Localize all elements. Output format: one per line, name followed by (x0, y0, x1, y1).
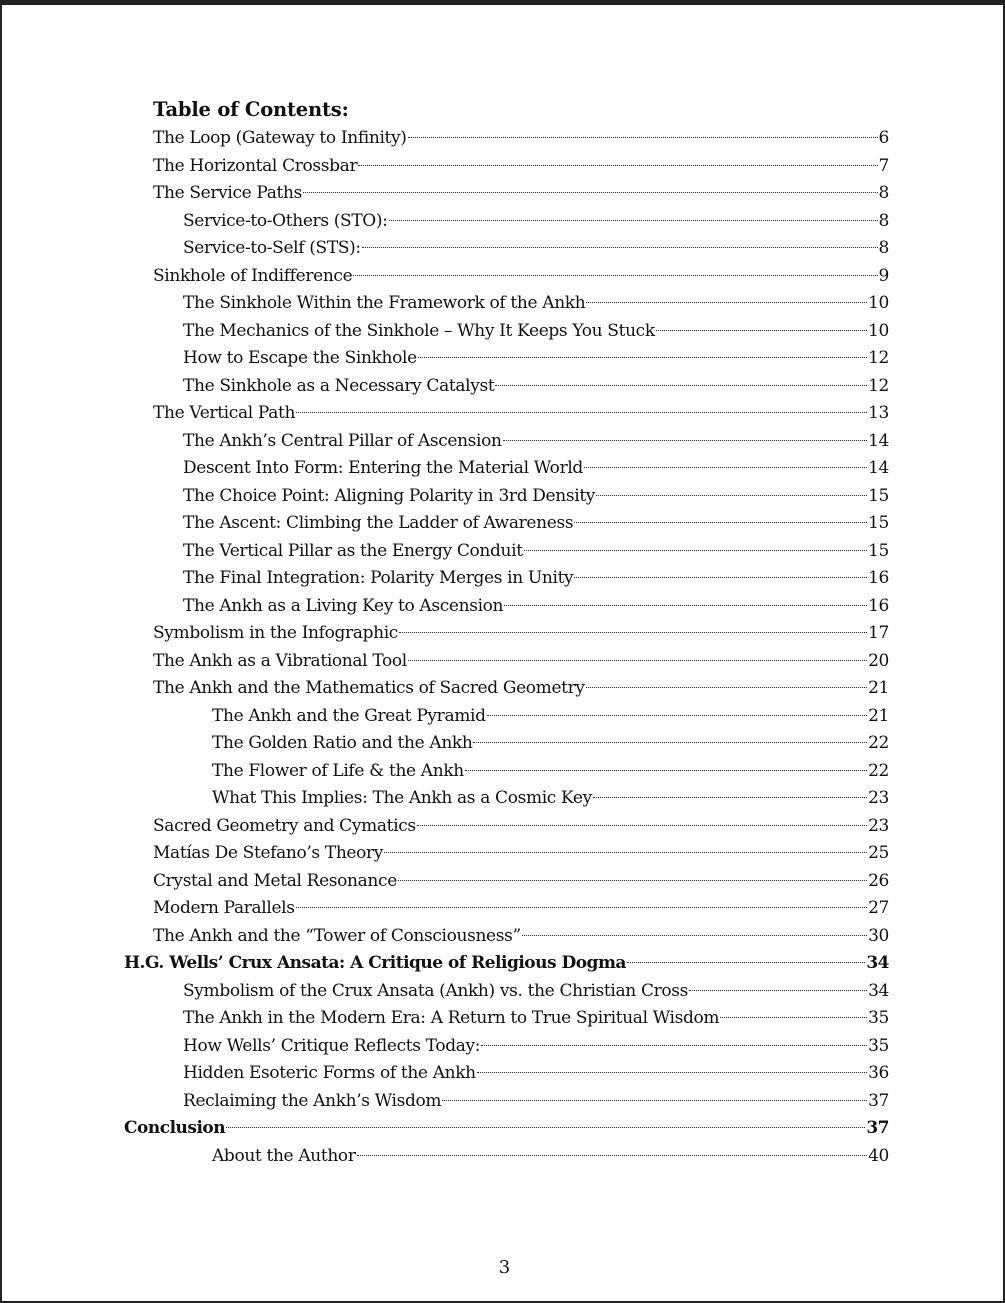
toc-entry-page: 34 (868, 980, 889, 1001)
toc-entry-page: 10 (868, 293, 889, 313)
toc-entry-page: 40 (868, 1145, 889, 1166)
toc-entry-label: Reclaiming the Ankh’s Wisdom (183, 1090, 442, 1111)
toc-entry[interactable] (183, 978, 889, 1005)
toc-dot-leader (408, 660, 867, 661)
toc-entry-label: How to Escape the Sinkhole (183, 348, 417, 368)
toc-entry[interactable] (183, 1060, 889, 1087)
toc-entry-label: The Flower of Life & the Ankh (212, 760, 464, 781)
toc-entry[interactable] (212, 703, 889, 730)
toc-dot-leader (524, 550, 867, 551)
toc-dot-leader (574, 522, 867, 523)
toc-dot-leader (584, 467, 867, 468)
toc-dot-leader (358, 165, 877, 166)
toc-dot-leader (481, 1045, 867, 1046)
toc-entry-label: The Ankh’s Central Pillar of Ascension (183, 430, 502, 451)
toc-dot-leader (596, 495, 867, 496)
toc-dot-leader (418, 357, 867, 358)
toc-entry[interactable] (153, 923, 889, 950)
toc-entry-page: 14 (868, 458, 889, 478)
toc-entry-page: 16 (868, 568, 889, 588)
toc-entry-page: 8 (878, 238, 889, 258)
toc-entry[interactable] (183, 373, 889, 400)
toc-dot-leader (495, 385, 867, 386)
toc-entry-label: The Vertical Path (153, 403, 296, 423)
toc-dot-leader (303, 192, 878, 193)
toc-entry[interactable] (183, 565, 889, 592)
toc-entry[interactable] (153, 675, 889, 702)
toc-entry-label: Crystal and Metal Resonance (153, 870, 397, 891)
toc-entry-page: 9 (878, 265, 889, 286)
toc-heading: Table of Contents: (153, 98, 349, 121)
toc-entry[interactable] (183, 455, 889, 482)
toc-entry-label: The Ankh as a Vibrational Tool (153, 650, 407, 671)
toc-dot-leader (586, 302, 867, 303)
toc-entry[interactable] (183, 593, 889, 620)
toc-entry-label: The Ascent: Climbing the Ladder of Awareness (183, 513, 574, 533)
toc-dot-leader (408, 137, 878, 138)
toc-entry-page: 34 (866, 953, 889, 973)
toc-dot-leader (398, 880, 867, 881)
toc-entry-label: Hidden Esoteric Forms of the Ankh (183, 1063, 476, 1083)
toc-entry-page: 21 (868, 678, 889, 698)
toc-entry[interactable] (183, 318, 889, 345)
toc-dot-leader (689, 990, 867, 991)
toc-entry[interactable] (212, 758, 889, 785)
toc-entry-page: 30 (868, 925, 889, 946)
toc-entry-label: H.G. Wells’ Crux Ansata: A Critique of Religious Dogma (124, 953, 626, 973)
toc-entry-page: 12 (868, 348, 889, 368)
toc-entry[interactable] (153, 868, 889, 895)
toc-entry-label: The Final Integration: Polarity Merges in Unity (183, 568, 574, 588)
toc-entry-label: The Sinkhole as a Necessary Catalyst (183, 375, 495, 396)
toc-dot-leader (417, 825, 867, 826)
toc-entry-page: 36 (868, 1063, 889, 1083)
toc-entry-label: The Mechanics of the Sinkhole – Why It Keeps You Stuck (183, 320, 655, 341)
toc-entry-label: The Horizontal Crossbar (153, 155, 358, 176)
toc-entry-label: About the Author (212, 1145, 356, 1166)
toc-entry[interactable] (153, 813, 889, 840)
toc-entry-page: 6 (878, 128, 889, 148)
toc-entry-label: The Ankh in the Modern Era: A Return to True Spiritual Wisdom (183, 1008, 720, 1028)
toc-dot-leader (389, 220, 878, 221)
toc-entry-page: 10 (868, 320, 889, 341)
toc-dot-leader (353, 275, 877, 276)
toc-entry-label: Sacred Geometry and Cymatics (153, 815, 416, 836)
toc-entry-label: Descent Into Form: Entering the Material World (183, 458, 583, 478)
toc-entry-page: 22 (868, 733, 889, 753)
toc-entry-label: The Ankh and the “Tower of Consciousness” (153, 925, 521, 946)
toc-entry-label: The Loop (Gateway to Infinity) (153, 128, 407, 148)
toc-entry-label: Sinkhole of Indifference (153, 265, 353, 286)
toc-entry-page: 35 (868, 1008, 889, 1028)
toc-entry-page: 26 (868, 870, 889, 891)
toc-entry-page: 15 (868, 485, 889, 506)
toc-entry[interactable] (153, 895, 889, 922)
toc-entry-page: 17 (868, 623, 889, 643)
toc-entry[interactable] (124, 1115, 889, 1142)
toc-entry[interactable] (153, 125, 889, 152)
toc-dot-leader (357, 1155, 867, 1156)
toc-dot-leader (477, 1072, 867, 1073)
toc-entry-page: 13 (868, 403, 889, 423)
toc-dot-leader (574, 577, 867, 578)
toc-dot-leader (296, 907, 867, 908)
toc-entry-label: Service-to-Self (STS): (183, 238, 361, 258)
toc-entry-page: 15 (868, 513, 889, 533)
toc-entry[interactable] (153, 153, 889, 180)
toc-entry-page: 23 (868, 815, 889, 836)
toc-entry-label: The Vertical Pillar as the Energy Conduit (183, 540, 523, 561)
toc-entry[interactable] (153, 263, 889, 290)
toc-entry[interactable] (183, 345, 889, 372)
toc-entry[interactable] (183, 290, 889, 317)
toc-entry-page: 27 (868, 898, 889, 918)
toc-entry[interactable] (183, 1033, 889, 1060)
toc-entry-page: 25 (868, 843, 889, 863)
toc-entry-page: 37 (866, 1118, 889, 1138)
toc-entry[interactable] (153, 648, 889, 675)
toc-entry[interactable] (153, 840, 889, 867)
toc-entry-label: The Sinkhole Within the Framework of the Ankh (183, 293, 586, 313)
toc-entry-page: 7 (878, 155, 889, 176)
toc-entry-label: What This Implies: The Ankh as a Cosmic Key (212, 788, 592, 808)
toc-entry-page: 8 (878, 210, 889, 231)
toc-entry-page: 23 (868, 788, 889, 808)
page-number: 3 (498, 1257, 511, 1278)
toc-entry-page: 8 (878, 183, 889, 203)
toc-entry-page: 15 (868, 540, 889, 561)
toc-dot-leader (522, 935, 867, 936)
toc-dot-leader (296, 412, 867, 413)
toc-entry[interactable] (153, 620, 889, 647)
toc-entry-page: 37 (868, 1090, 889, 1111)
toc-dot-leader (465, 770, 867, 771)
toc-entry-page: 14 (868, 430, 889, 451)
toc-entry-page: 21 (868, 705, 889, 726)
toc-dot-leader (656, 330, 867, 331)
toc-entry[interactable] (183, 483, 889, 510)
toc-dot-leader (503, 440, 867, 441)
toc-entry[interactable] (183, 1088, 889, 1115)
toc-entry[interactable] (153, 400, 889, 427)
toc-entry[interactable] (153, 180, 889, 207)
toc-entry[interactable] (183, 428, 889, 455)
toc-entry-label: Symbolism in the Infographic (153, 623, 398, 643)
toc-entry-page: 35 (868, 1035, 889, 1056)
toc-dot-leader (384, 852, 867, 853)
toc-entry-label: Symbolism of the Crux Ansata (Ankh) vs. the Christian Cross (183, 980, 689, 1001)
toc-dot-leader (226, 1127, 865, 1128)
toc-entry[interactable] (183, 510, 889, 537)
toc-entry-label: Modern Parallels (153, 898, 295, 918)
toc-entry[interactable] (183, 235, 889, 262)
toc-entry-label: The Ankh and the Mathematics of Sacred Geometry (153, 678, 585, 698)
toc-entry-label: Service-to-Others (STO): (183, 210, 388, 231)
toc-dot-leader (442, 1100, 867, 1101)
toc-entry[interactable] (183, 538, 889, 565)
toc-dot-leader (627, 962, 865, 963)
toc-entry-page: 12 (868, 375, 889, 396)
toc-entry-label: The Golden Ratio and the Ankh (212, 733, 473, 753)
toc-entry[interactable] (212, 785, 889, 812)
toc-dot-leader (593, 797, 867, 798)
toc-entry-page: 22 (868, 760, 889, 781)
toc-dot-leader (473, 742, 867, 743)
toc-entry-label: The Choice Point: Aligning Polarity in 3rd Density (183, 485, 596, 506)
toc-dot-leader (504, 605, 867, 606)
toc-entry[interactable] (183, 1005, 889, 1032)
toc-dot-leader (720, 1017, 867, 1018)
toc-entry[interactable] (183, 208, 889, 235)
toc-entry-label: The Ankh as a Living Key to Ascension (183, 595, 504, 616)
toc-entry-label: Matías De Stefano’s Theory (153, 843, 384, 863)
toc-entry-label: The Service Paths (153, 183, 302, 203)
toc-entry[interactable] (212, 1143, 889, 1170)
toc-entry-label: The Ankh and the Great Pyramid (212, 705, 486, 726)
toc-entry[interactable] (212, 730, 889, 757)
toc-dot-leader (399, 632, 867, 633)
toc-entry-label: How Wells’ Critique Reflects Today: (183, 1035, 481, 1056)
toc-entry[interactable] (124, 950, 889, 977)
toc-entry-label: Conclusion (124, 1118, 226, 1138)
toc-entry-page: 20 (868, 650, 889, 671)
toc-entry-page: 16 (868, 595, 889, 616)
toc-dot-leader (487, 715, 867, 716)
toc-dot-leader (362, 247, 878, 248)
toc-dot-leader (586, 687, 867, 688)
